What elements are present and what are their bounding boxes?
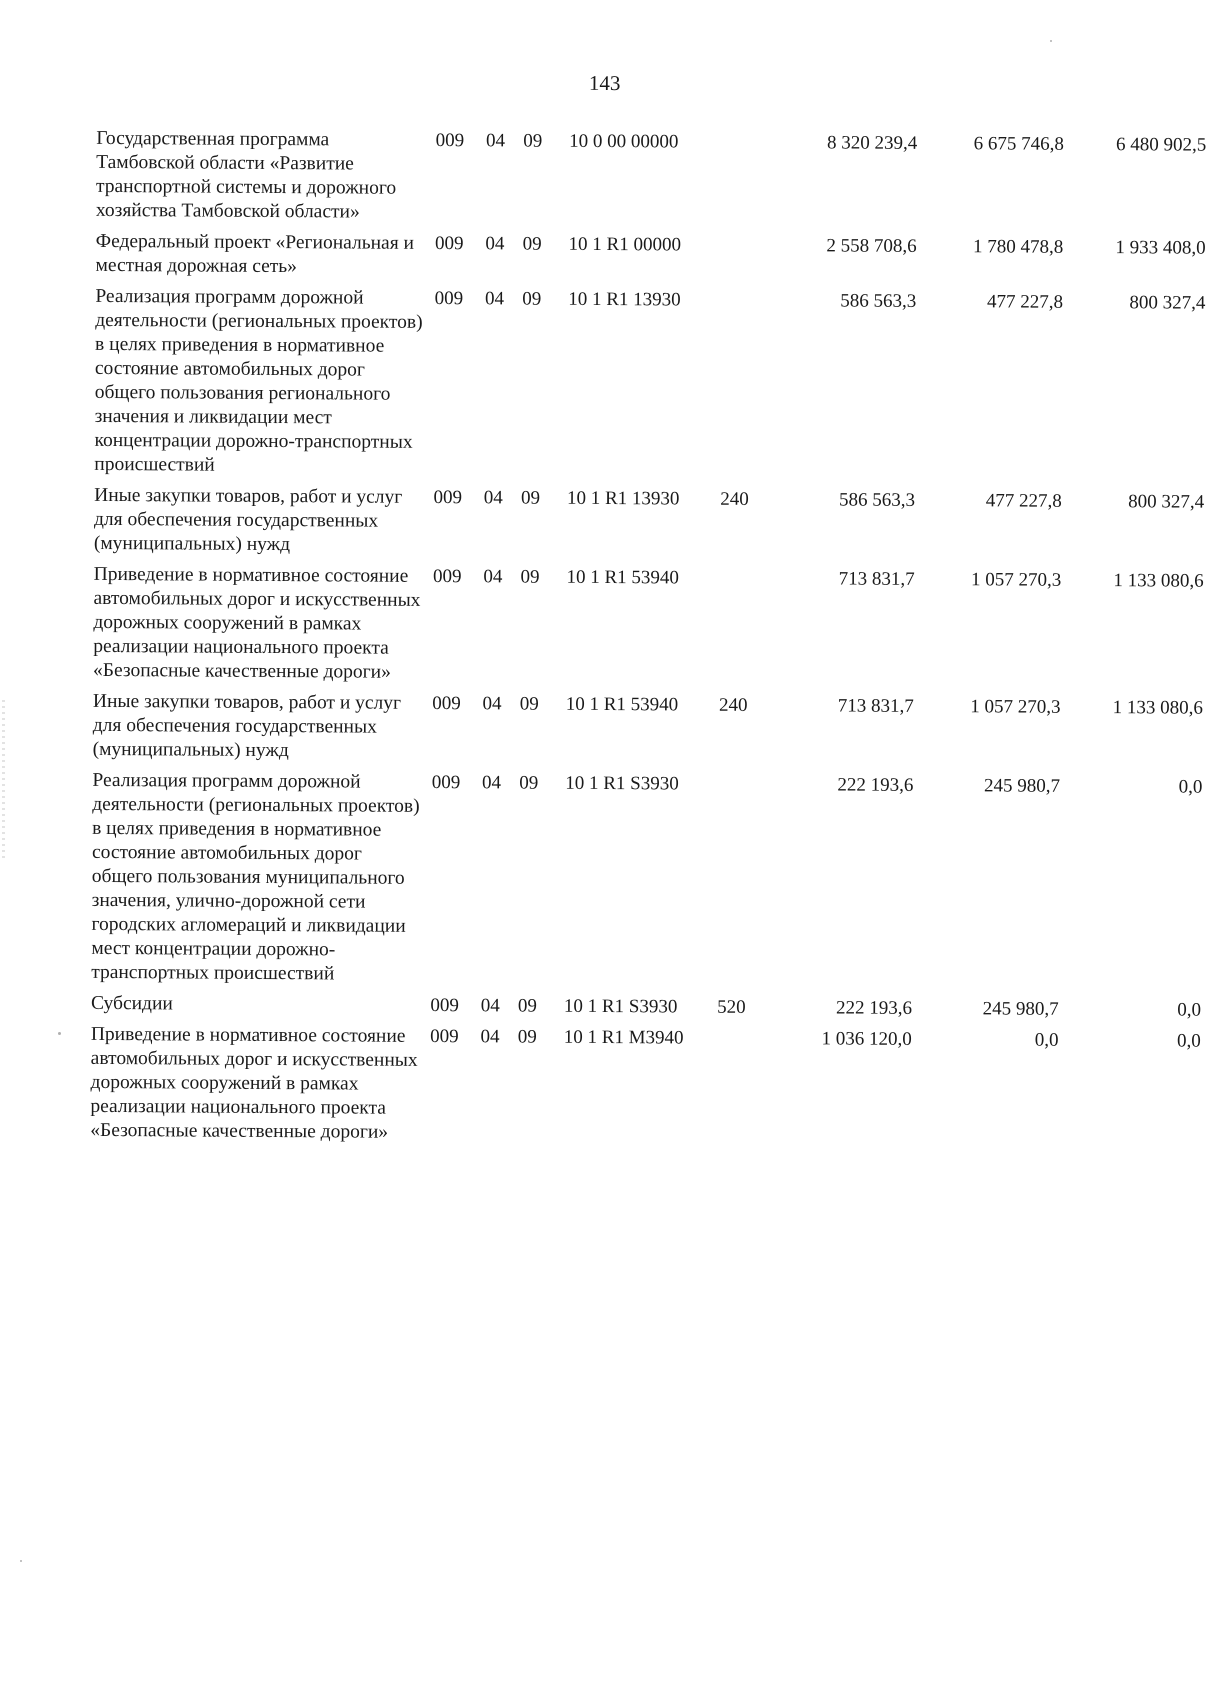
- row-name: Государственная программа Тамбовской области «Развитие транспортной системы и дорожного хозяйства Тамбовской области»: [95, 127, 397, 223]
- table-row: [91, 769, 1202, 999]
- table-row: [94, 484, 1204, 570]
- page-number: 143: [588, 70, 621, 96]
- row-grbs: 009: [430, 994, 459, 1017]
- row-value-1: 8 320 239,4: [826, 132, 918, 154]
- row-name: Реализация программ дорожной деятельности (региональных проектов) в целях приведения в нормативное состояние автомобильных дорог общего пользования регионального значения и ликвидации мест концентрации дорожно-транспортных происшествий: [94, 285, 423, 476]
- row-value-3: 0,0: [1177, 1030, 1201, 1052]
- table-body: [90, 127, 1206, 1157]
- row-pr: 09: [522, 233, 542, 255]
- table-row: [96, 127, 1207, 237]
- row-vr: 520: [717, 996, 746, 1018]
- row-vr: [722, 234, 777, 289]
- scan-speck: [1050, 40, 1052, 42]
- row-value-1: 1 036 120,0: [821, 1028, 912, 1050]
- row-value-3: 800 327,4: [1129, 292, 1206, 314]
- row-value-3: 0,0: [1178, 776, 1203, 798]
- row-pr: 09: [520, 566, 540, 588]
- scan-speck: [20, 1560, 22, 1562]
- row-value-1: 222 193,6: [835, 997, 913, 1019]
- table-row: [92, 690, 1202, 776]
- row-value-3: 1 933 408,0: [1115, 237, 1206, 259]
- row-value-3: 1 133 080,6: [1113, 570, 1204, 592]
- row-name: Реализация программ дорожной деятельности (региональных проектов) в целях приведения в нормативное состояние автомобильных дорог общего пользования муниципального значения, улично-дорожной сети городских агломераций и ликвидации мест концентрации дорожно-транспортных происшествий: [91, 769, 420, 985]
- row-csr: 10 1 R1 M3940: [563, 1026, 684, 1049]
- row-pr: 09: [523, 130, 543, 152]
- row-rz: 04: [483, 566, 503, 588]
- row-value-1: 713 831,7: [838, 568, 915, 590]
- row-pr: 09: [520, 487, 541, 509]
- row-grbs: 009: [434, 287, 464, 310]
- row-vr: [719, 567, 774, 694]
- row-vr: 240: [718, 694, 748, 716]
- row-value-1: 586 563,3: [840, 290, 917, 312]
- row-csr: 10 0 00 00000: [569, 130, 679, 153]
- budget-table: [90, 127, 1206, 1157]
- row-value-1: 222 193,6: [837, 774, 914, 796]
- table-row: [94, 285, 1205, 491]
- row-value-2: 0,0: [1034, 1029, 1059, 1051]
- row-name: Приведение в нормативное состояние автомобильных дорог и искусственных дорожных сооружений в рамках реализации национального проекта «Безопасные качественные дороги»: [90, 1023, 418, 1143]
- table-row: [90, 1023, 1201, 1157]
- row-name: Приведение в нормативное состояние автомобильных дорог и искусственных дорожных сооружений в рамках реализации национального проекта «Безопасные качественные дороги»: [93, 563, 421, 683]
- row-rz: 04: [480, 1026, 500, 1048]
- row-csr: 10 1 R1 53940: [565, 693, 679, 716]
- row-value-2: 1 057 270,3: [970, 696, 1061, 718]
- scan-edge-artifact: [2, 700, 5, 860]
- row-value-1: 586 563,3: [839, 489, 916, 511]
- row-vr: 240: [720, 488, 749, 510]
- row-pr: 09: [517, 1026, 537, 1048]
- row-rz: 04: [485, 233, 505, 255]
- row-value-2: 245 980,7: [983, 775, 1061, 797]
- row-vr: [717, 773, 773, 996]
- row-value-1: 2 558 708,6: [826, 235, 917, 257]
- row-name: Субсидии: [90, 992, 173, 1015]
- row-grbs: 009: [430, 1025, 459, 1048]
- row-value-3: 6 480 902,5: [1116, 134, 1207, 156]
- row-name: Иные закупки товаров, работ и услуг для обеспечения государственных (муниципальных) нужд: [93, 484, 403, 556]
- row-pr: 09: [522, 288, 542, 310]
- row-value-2: 477 227,8: [985, 490, 1062, 512]
- row-vr: [720, 289, 776, 488]
- row-value-3: 800 327,4: [1128, 491, 1205, 513]
- row-rz: 04: [483, 487, 503, 509]
- row-grbs: 009: [435, 129, 465, 152]
- row-name: Федеральный проект «Региональная и местная дорожная сеть»: [95, 230, 415, 278]
- row-grbs: 009: [433, 486, 463, 509]
- row-rz: 04: [484, 288, 505, 310]
- table-row: [95, 230, 1205, 292]
- row-value-2: 1 780 478,8: [973, 236, 1064, 258]
- row-csr: 10 1 R1 S3930: [563, 995, 678, 1018]
- row-value-2: 245 980,7: [982, 998, 1059, 1020]
- row-rz: 04: [485, 130, 506, 152]
- row-grbs: 009: [432, 692, 461, 715]
- table-row: [93, 563, 1204, 697]
- row-rz: 04: [482, 693, 502, 715]
- row-csr: 10 1 R1 00000: [568, 233, 682, 256]
- row-pr: 09: [519, 693, 539, 715]
- row-value-2: 477 227,8: [986, 291, 1064, 313]
- row-csr: 10 1 R1 13930: [566, 487, 680, 510]
- row-grbs: 009: [431, 771, 461, 794]
- row-csr: 10 1 R1 S3930: [565, 772, 679, 795]
- row-vr: [716, 1027, 771, 1154]
- row-value-2: 6 675 746,8: [973, 133, 1065, 155]
- row-pr: 09: [519, 772, 539, 794]
- row-grbs: 009: [434, 232, 464, 255]
- row-vr: [722, 131, 777, 234]
- row-value-3: 1 133 080,6: [1112, 697, 1203, 719]
- row-rz: 04: [482, 772, 502, 794]
- row-name: Иные закупки товаров, работ и услуг для обеспечения государственных (муниципальных) нужд: [92, 690, 402, 762]
- row-csr: 10 1 R1 53940: [566, 566, 680, 589]
- scan-speck: [58, 1032, 61, 1035]
- row-csr: 10 1 R1 13930: [568, 288, 681, 311]
- row-grbs: 009: [432, 565, 462, 588]
- row-pr: 09: [517, 995, 538, 1017]
- row-value-1: 713 831,7: [837, 695, 914, 717]
- row-rz: 04: [480, 995, 500, 1017]
- row-value-2: 1 057 270,3: [970, 569, 1062, 591]
- row-value-3: 0,0: [1177, 999, 1202, 1021]
